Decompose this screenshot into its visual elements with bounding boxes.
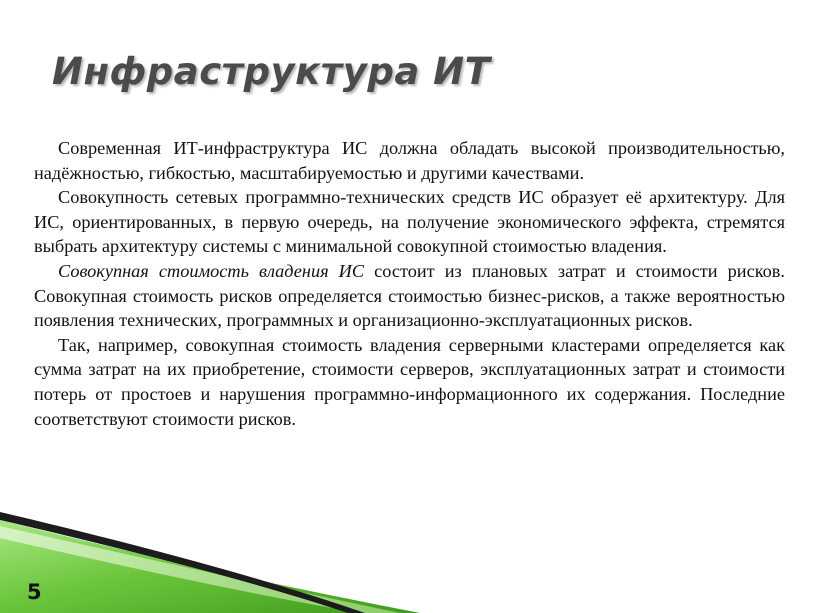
paragraph xyxy=(34,136,785,185)
paragraph xyxy=(34,333,785,431)
paragraph-text: Так, например, совокупная стоимость владения серверными кластерами определяется как сумма затрат на их приобретение, стоимости серверов, эксплуатационных затрат и стоимости потерь от простоев и нарушения программно-информационного их содержания. Последние соответствуют стоимости рисков. xyxy=(34,334,785,429)
paragraph-text: Совокупность сетевых программно-технических средств ИС образует её архитектуру. Для ИС, ориентированных, в первую очередь, на получение экономического эффекта, стремятся выбрать архитектуру системы с минимальной совокупной стоимостью владения. xyxy=(34,187,785,257)
paragraph-lead: Совокупная стоимость владения ИС xyxy=(58,260,365,281)
paragraph xyxy=(34,185,785,259)
page-number: 5 xyxy=(27,580,42,604)
paragraph-text: состоит из плановых затрат и стоимости рисков. Совокупная стоимость рисков определяется стоимостью бизнес-рисков, а также вероятностью появления технических, программных и организационно-эксплуатационных рисков. xyxy=(34,260,785,331)
slide-title: Инфраструктура ИТ xyxy=(52,50,491,93)
paragraph-text: Современная ИТ-инфраструктура ИС должна обладать высокой производительностью, надёжностью, гибкостью, масштабируемостью и другими качествами. xyxy=(34,138,785,183)
paragraph xyxy=(34,259,785,333)
slide-body xyxy=(34,136,785,431)
